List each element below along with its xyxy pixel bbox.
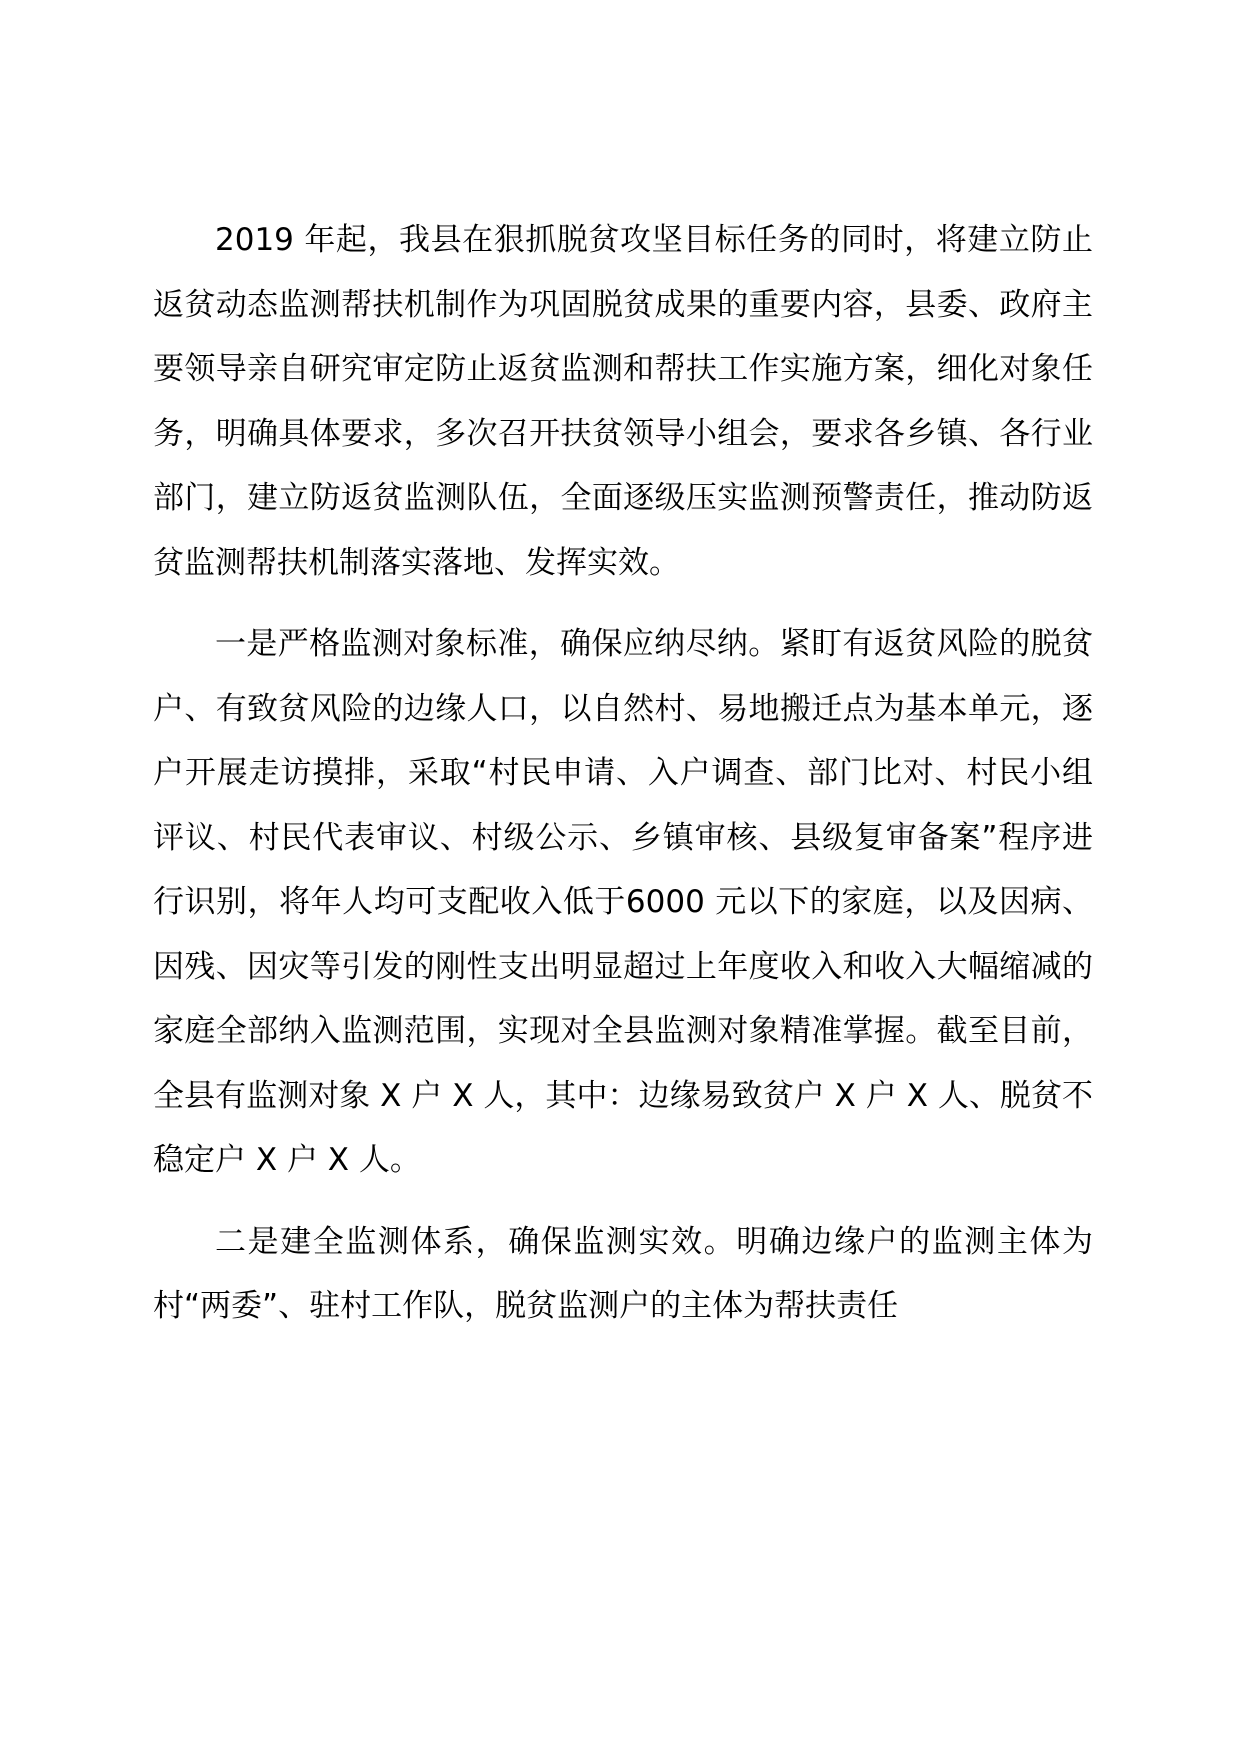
paragraph-monitoring-standards: 一是严格监测对象标准，确保应纳尽纳。紧盯有返贫风险的脱贫户、有致贫风险的边缘人口，以自然村、易地搬迁点为基本单元，逐户开展走访摸排，采取“村民申请、入户调查、部门比对、村民小组评议、村民代表审议、村级公示、乡镇审核、县级复审备案”程序进行识别，将年人均可支配收入低于6000 元以下的家庭，以及因病、因残、因灾等引发的刚性支出明显超过上年度收入和收入大幅缩减的家庭全部纳入监测范围，实现对全县监测对象精准掌握。截至目前，全县有监测对象 X 户 X 人，其中：边缘易致贫户 X 户 X 人、脱贫不稳定户 X 户 X 人。 <box>153 626 1093 1178</box>
paragraph-intro: 2019 年起，我县在狠抓脱贫攻坚目标任务的同时，将建立防止返贫动态监测帮扶机制作为巩固脱贫成果的重要内容，县委、政府主要领导亲自研究审定防止返贫监测和帮扶工作实施方案，细化对象任务，明确具体要求，多次召开扶贫领导小组会，要求各乡镇、各行业部门，建立防返贫监测队伍，全面逐级压实监测预警责任，推动防返贫监测帮扶机制落实落地、发挥实效。 <box>153 222 1093 581</box>
document-body <box>153 208 1093 1356</box>
paragraph-monitoring-system: 二是建全监测体系，确保监测实效。明确边缘户的监测主体为村“两委”、驻村工作队，脱贫监测户的主体为帮扶责任 <box>153 1223 1093 1324</box>
